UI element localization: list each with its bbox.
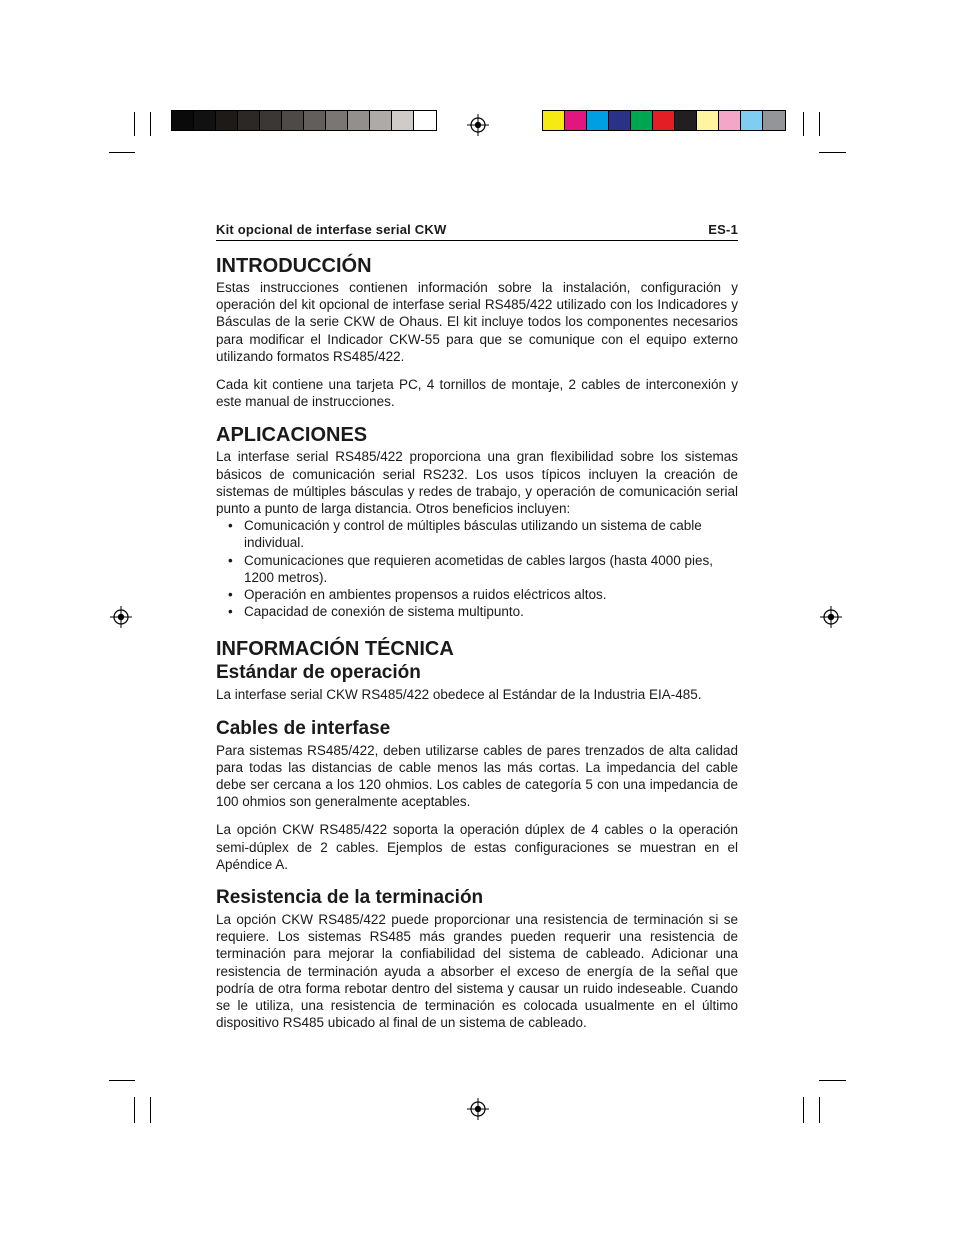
list-item: • Capacidad de conexión de sistema multipunto. (228, 603, 738, 620)
crop-mark (819, 112, 820, 136)
crop-mark (803, 1097, 804, 1123)
crop-mark (134, 112, 135, 136)
color-swatch (370, 111, 392, 130)
color-swatch (414, 111, 436, 130)
paragraph: La interfase serial RS485/422 proporciona una gran flexibilidad sobre los sistemas básicos de comunicación serial RS232. Los usos típicos incluyen la creación de sistemas de múltiples básculas y redes de trabajo, y operación de comunicación serial punto a punto de larga distancia. Otros beneficios incluyen: (216, 449, 738, 517)
running-header (216, 222, 738, 241)
page-content (216, 222, 738, 1032)
color-swatch (719, 111, 741, 130)
paragraph: Para sistemas RS485/422, deben utilizarse cables de pares trenzados de alta calidad para todas las distancias de cable menos las más cortas. La impedancia del cable debe ser cercana a los 120 ohmios. Los cables de categoría 5 con una impedancia de 100 ohmios son generalmente aceptables. (216, 742, 738, 810)
registration-mark-icon (110, 606, 132, 628)
color-swatch (763, 111, 785, 130)
section-heading-introduccion: INTRODUCCIÓN (216, 255, 372, 277)
list-item: • Operación en ambientes propensos a ruidos eléctricos altos. (228, 586, 738, 603)
registration-mark-icon (467, 1098, 489, 1120)
crop-mark (819, 1097, 820, 1123)
subheading-estandar: Estándar de operación (216, 662, 421, 684)
paragraph: La opción CKW RS485/422 soporta la operación dúplex de 4 cables o la operación semi-dúplex de 2 cables. Ejemplos de estas configuraciones se muestran en el Apéndice A. (216, 822, 738, 872)
subheading-resistencia: Resistencia de la terminación (216, 887, 484, 909)
subheading-cables: Cables de interfase (216, 717, 391, 739)
color-swatch (172, 111, 194, 130)
list-item: • Comunicación y control de múltiples básculas utilizando un sistema de cable individual. (228, 517, 738, 551)
color-swatch (609, 111, 631, 130)
color-swatch (326, 111, 348, 130)
color-swatch (653, 111, 675, 130)
paragraph: La opción CKW RS485/422 puede proporcionar una resistencia de terminación si se requiere. Los sistemas RS485 más grandes pueden requerir una resistencia de terminación para mejorar la confiabilidad del sistema de cableado. Adicionar una resistencia de terminación ayuda a absorber el exceso de energía de la señal que podría de otra forma rebotar dentro del sistema y causar un ruido indeseable. Cuando se le utiliza, una resistencia de terminación es colocada usualmente en el último dispositivo RS485 ubicado al final de un sistema de cableado. (216, 912, 738, 1031)
page-number: ES-1 (708, 222, 738, 237)
document-title: Kit opcional de interfase serial CKW (216, 222, 447, 237)
paragraph: Cada kit contiene una tarjeta PC, 4 tornillos de montaje, 2 cables de interconexión y este manual de instrucciones. (216, 377, 738, 410)
section-heading-aplicaciones: APLICACIONES (216, 424, 368, 447)
color-swatch (675, 111, 697, 130)
color-swatch (194, 111, 216, 130)
color-swatch (392, 111, 414, 130)
color-swatch (260, 111, 282, 130)
paragraph: La interfase serial CKW RS485/422 obedece al Estándar de la Industria EIA-485. (216, 687, 702, 703)
color-swatch (741, 111, 763, 130)
crop-mark (803, 112, 804, 136)
color-swatch (543, 111, 565, 130)
color-swatch (565, 111, 587, 130)
list-item: • Comunicaciones que requieren acometidas de cables largos (hasta 4000 pies, 1200 metros). (228, 552, 738, 586)
color-swatch (631, 111, 653, 130)
process-color-bar (542, 110, 786, 131)
registration-mark-icon (467, 114, 489, 136)
crop-mark (109, 152, 135, 153)
color-swatch (282, 111, 304, 130)
registration-mark-icon (820, 606, 842, 628)
color-swatch (587, 111, 609, 130)
color-swatch (304, 111, 326, 130)
section-heading-informacion-tecnica: INFORMACIÓN TÉCNICA (216, 638, 454, 661)
color-swatch (238, 111, 260, 130)
grayscale-color-bar (171, 110, 437, 131)
crop-mark (819, 1080, 846, 1081)
crop-mark (150, 1097, 151, 1123)
crop-mark (150, 112, 151, 136)
crop-mark (819, 152, 846, 153)
paragraph: Estas instrucciones contienen información sobre la instalación, configuración y operación del kit opcional de interfase serial RS485/422 utilizado con los Indicadores y Básculas de la serie CKW de Ohaus. El kit incluye todos los componentes necesarios para modificar el Indicador CKW-55 para que se comunique con el equipo externo utilizando formatos RS485/422. (216, 280, 738, 364)
color-swatch (348, 111, 370, 130)
benefits-list (216, 517, 738, 620)
color-swatch (697, 111, 719, 130)
crop-mark (109, 1080, 135, 1081)
crop-mark (134, 1097, 135, 1123)
color-swatch (216, 111, 238, 130)
